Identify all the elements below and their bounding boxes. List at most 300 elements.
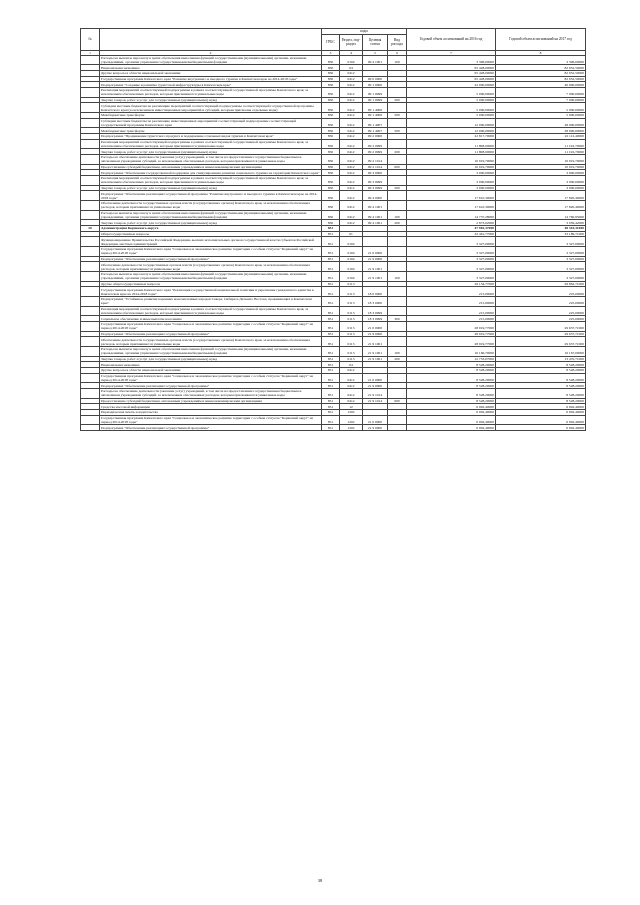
row-vid: 200 (388, 356, 407, 362)
row-razdel: 0412 (340, 373, 363, 383)
row-vid (388, 415, 407, 425)
row-grbs: 851 (322, 346, 340, 356)
row-amount-2016: 22 000,00000 (407, 82, 496, 88)
row-razdel: 0113 (340, 321, 363, 331)
header-2017: Годовой объем ассигнований на 2017 год (496, 29, 586, 51)
row-target: 09 2 0999 (363, 139, 388, 149)
row-name: Закупка товаров, работ и услуг для государственных (муниципальных) нужд (100, 149, 322, 155)
row-amount-2016: 16 166,70000 (407, 346, 496, 356)
row-name: Государственная программа Камчатского края "Социальное и экономическое развитие территории с особым статусом "Корякский округ" на период 2014-2018 годы" (100, 415, 322, 425)
row-amount-2016: 65 428,00000 (407, 71, 496, 77)
table-row (81, 415, 586, 425)
row-vid (388, 321, 407, 331)
row-amount-2017: 48 310,31000 (496, 225, 586, 231)
row-grbs: 851 (322, 306, 340, 316)
row-grbs: 850 (322, 210, 340, 220)
row-grbs: 851 (322, 246, 340, 256)
colnum: 3 (322, 50, 340, 55)
row-name: Реализация мероприятий соответствующей подпрограммы в рамках соответствующей государственной программы Камчатского края, за исключением обеспеченных расходов, которым присваиваются уникальные коды (100, 139, 322, 149)
row-amount-2017: 3 327,00000 (496, 246, 586, 256)
row-vid: 300 (388, 316, 407, 322)
row-target: 09 2 0000 (363, 133, 388, 139)
row-amount-2016: 17 610,30000 (407, 200, 496, 210)
row-razdel: 0412 (340, 191, 363, 201)
row-razdel: 0412 (340, 367, 363, 373)
row-grbs: 851 (322, 296, 340, 306)
header-vid: Вид расхода (388, 34, 407, 50)
row-razdel: 0412 (340, 139, 363, 149)
row-grbs: 851 (322, 373, 340, 383)
row-target: 09 4 1001 (363, 220, 388, 226)
row-razdel: 1202 (340, 425, 363, 431)
row-grbs: 851 (322, 362, 340, 368)
table-row (81, 388, 586, 398)
row-amount-2016: 2 873,02000 (407, 220, 496, 226)
table-row (81, 139, 586, 149)
row-amount-2017: 29 637,71000 (496, 331, 586, 337)
row-razdel: 04 (340, 362, 363, 368)
row-vid: 600 (388, 398, 407, 404)
row-number (81, 210, 100, 220)
row-amount-2017: 11 192,70000 (496, 149, 586, 155)
row-razdel: 0104 (340, 55, 363, 65)
header-grbs: ГРБС (322, 34, 340, 50)
row-target: 09 4 1001 (363, 200, 388, 210)
row-name: Закупка товаров, работ и услуг для государственных (муниципальных) нужд (100, 220, 322, 226)
row-amount-2016: 8 528,20000 (407, 362, 496, 368)
table-row (81, 191, 586, 201)
row-razdel: 0113 (340, 316, 363, 322)
row-amount-2016: 10 919,70000 (407, 154, 496, 164)
header-num: № (81, 29, 100, 51)
row-amount-2017: 17 820,40000 (496, 200, 586, 210)
row-amount-2017: 29 637,71000 (496, 321, 586, 331)
row-grbs: 850 (322, 175, 340, 185)
table-row (81, 55, 586, 65)
row-target: 21 0 0000 (363, 373, 388, 383)
row-grbs: 850 (322, 71, 340, 77)
row-vid (388, 425, 407, 431)
row-amount-2017: 3 327,00000 (496, 256, 586, 262)
row-name: Государственная программа Камчатского края "Реализация государственной национальной политики и укрепление гражданского единства в Камчатском крае на 2014-2018 годы" (100, 287, 322, 297)
row-name: Администрация Корякского округа (100, 225, 322, 231)
row-name: Периодическая печать и издательства (100, 409, 322, 415)
row-amount-2016: 215,00000 (407, 287, 496, 297)
row-target: 21 9 0000 (363, 331, 388, 337)
row-number (81, 154, 100, 164)
row-name: Расходы на выплаты персоналу в целях обеспечения выполнения функций государственными (муниципальными) органами, казенными учреждениями, органами управления государственными внебюджетными фондами (100, 55, 322, 65)
row-amount-2017: 10 919,70000 (496, 154, 586, 164)
table-row (81, 154, 586, 164)
row-name: Закупка товаров, работ и услуг для государственных (муниципальных) нужд (100, 97, 322, 103)
row-amount-2017: 3 000,00000 (496, 185, 586, 191)
page-number: 38 (317, 878, 323, 883)
row-amount-2016: 3 000,00000 (407, 170, 496, 176)
row-target: 09 3 0999 (363, 185, 388, 191)
row-amount-2017: 3 327,00000 (496, 271, 586, 281)
row-amount-2017: 3 327,00000 (496, 237, 586, 247)
row-name: Общегосударственные вопросы (100, 231, 322, 237)
row-amount-2017: 14 760,95000 (496, 210, 586, 220)
row-amount-2016: 28 919,77000 (407, 337, 496, 347)
row-razdel: 0412 (340, 128, 363, 134)
row-grbs: 851 (322, 237, 340, 247)
row-amount-2017: 33 189,71000 (496, 231, 586, 237)
row-number (81, 296, 100, 306)
row-amount-2017: 3 059,42000 (496, 220, 586, 226)
table-row (81, 271, 586, 281)
row-vid (388, 139, 407, 149)
row-name: Реализация мероприятий соответствующей подпрограммы в рамках соответствующей государственной программы Камчатского края, за исключением обеспеченных расходов, которым присваиваются уникальные коды (100, 87, 322, 97)
table-row (81, 103, 586, 113)
table-row (81, 246, 586, 256)
row-amount-2016: 8 528,20000 (407, 398, 496, 404)
row-name: Подпрограмма "Обеспечение реализации государственной программы" (100, 425, 322, 431)
row-amount-2017: 17 820,40000 (496, 191, 586, 201)
row-name: Подпрограмма "Устойчивое развитие коренных малочисленных народов Севера, Сибири и Дальнего Востока, проживающих в Камчатском крае" (100, 296, 322, 306)
row-grbs: 850 (322, 87, 340, 97)
row-grbs: 851 (322, 404, 340, 410)
row-amount-2017: 13 470,71000 (496, 356, 586, 362)
row-razdel: 0412 (340, 388, 363, 398)
row-number (81, 388, 100, 398)
row-number (81, 262, 100, 272)
row-number (81, 175, 100, 185)
row-name: Предоставление субсидий бюджетным, автономным учреждениям и иным некоммерческим организациям (100, 398, 322, 404)
row-amount-2017: 7 000,00000 (496, 97, 586, 103)
row-vid (388, 175, 407, 185)
row-target: 21 9 1001 (363, 262, 388, 272)
row-amount-2017: 8 528,20000 (496, 373, 586, 383)
row-grbs: 851 (322, 383, 340, 389)
row-razdel: 0412 (340, 149, 363, 155)
row-amount-2016: 5 000,00000 (407, 113, 496, 119)
row-razdel: 0412 (340, 118, 363, 128)
row-grbs: 851 (322, 225, 340, 231)
row-vid: 200 (388, 149, 407, 155)
table-row (81, 425, 586, 431)
row-amount-2017: 28 000,00000 (496, 128, 586, 134)
row-amount-2017: 82 952,50000 (496, 76, 586, 82)
row-amount-2017: 16 167,00000 (496, 346, 586, 356)
row-number (81, 118, 100, 128)
header-codes: коды (322, 29, 407, 35)
row-name: Подпрограмма "Продвижение туристского продукта и поддержание отдельных видов туризма в Камчатском крае" (100, 133, 322, 139)
row-amount-2017: 8 528,20000 (496, 398, 586, 404)
row-vid: 100 (388, 346, 407, 356)
row-target: 21 9 0000 (363, 256, 388, 262)
row-number (81, 287, 100, 297)
row-name: Социальное обеспечение и иные выплаты населению (100, 316, 322, 322)
row-vid (388, 237, 407, 247)
row-name: Государственная программа Камчатского края "Социальное и экономическое развитие территории с особым статусом "Корякский округ" на период 2014-2018 годы" (100, 321, 322, 331)
row-amount-2016: 5 000,00000 (407, 103, 496, 113)
row-vid (388, 373, 407, 383)
table-row (81, 287, 586, 297)
row-amount-2016: 65 428,00000 (407, 65, 496, 71)
row-amount-2016: 22 817,70000 (407, 133, 496, 139)
row-grbs: 851 (322, 415, 340, 425)
row-amount-2017: 29 862,71000 (496, 281, 586, 287)
table-row (81, 210, 586, 220)
row-amount-2016: 14 737,28000 (407, 210, 496, 220)
row-razdel: 0113 (340, 296, 363, 306)
row-name: Реализация мероприятий соответствующей подпрограммы в рамках соответствующей государственной программы Камчатского края, за исключением обеспеченных расходов, которым присваиваются уникальные коды (100, 306, 322, 316)
row-name: Расходы на обеспечение деятельности (оказание услуг) учреждений, в том числе на предоставление государственным бюджетным и автономным учреждениям субсидий, за исключением обеспеченных расходов, которым присваиваются уникальные коды (100, 154, 322, 164)
row-razdel: 0412 (340, 185, 363, 191)
row-amount-2017: 22 112,40000 (496, 133, 586, 139)
row-amount-2016: 6 992,40000 (407, 409, 496, 415)
row-amount-2017: 82 952,50000 (496, 65, 586, 71)
row-name: Другие общегосударственные вопросы (100, 281, 322, 287)
row-amount-2017: 225,00000 (496, 296, 586, 306)
row-target: 09 2 0999 (363, 149, 388, 155)
row-grbs: 851 (322, 388, 340, 398)
row-amount-2017: 6 992,40000 (496, 425, 586, 431)
row-vid: 100 (388, 271, 407, 281)
row-name: Национальная экономика (100, 362, 322, 368)
header-2016: Годовой объем ассигнований на 2016 год (407, 29, 496, 51)
row-razdel: 04 (340, 65, 363, 71)
row-target: 09 1 4006 (363, 103, 388, 113)
row-vid: 200 (388, 185, 407, 191)
row-grbs: 851 (322, 356, 340, 362)
row-number (81, 246, 100, 256)
row-amount-2016: 47 902,37000 (407, 225, 496, 231)
row-vid (388, 191, 407, 201)
row-amount-2017: 3 327,00000 (496, 262, 586, 272)
row-amount-2016: 8 528,20000 (407, 388, 496, 398)
row-target: 21 9 1014 (363, 388, 388, 398)
row-razdel: 12 (340, 404, 363, 410)
row-target: 09 2 1014 (363, 154, 388, 164)
row-razdel: 0412 (340, 76, 363, 82)
row-grbs: 850 (322, 65, 340, 71)
row-vid (388, 118, 407, 128)
row-amount-2017: 10 919,70000 (496, 164, 586, 170)
row-amount-2017: 11 192,70000 (496, 139, 586, 149)
row-razdel: 0113 (340, 306, 363, 316)
row-name: Обеспечение деятельности государственных органов власти (государственных органов) Камчатского края, за исключением обеспеченных расходов, которым присваиваются уникальные коды (100, 337, 322, 347)
row-grbs: 851 (322, 321, 340, 331)
row-number (81, 139, 100, 149)
row-number (81, 346, 100, 356)
row-grbs: 851 (322, 398, 340, 404)
table-row (81, 237, 586, 247)
row-amount-2016: 3 327,00000 (407, 246, 496, 256)
row-number (81, 200, 100, 210)
row-name: Национальная экономика (100, 65, 322, 71)
row-target: 21 0 0000 (363, 415, 388, 425)
row-amount-2016: 215,00000 (407, 316, 496, 322)
row-amount-2016: 28 919,77000 (407, 331, 496, 337)
row-razdel: 0412 (340, 170, 363, 176)
row-razdel: 0104 (340, 256, 363, 262)
row-amount-2016: 6 992,40000 (407, 425, 496, 431)
row-razdel: 0412 (340, 200, 363, 210)
row-vid: 500 (388, 128, 407, 134)
row-amount-2017: 6 992,40000 (496, 404, 586, 410)
row-name: Предоставление субсидий бюджетным, автономным учреждениям и иным некоммерческим организациям (100, 164, 322, 170)
row-number (81, 415, 100, 425)
row-grbs: 850 (322, 133, 340, 139)
header-name (100, 29, 322, 51)
row-number (81, 191, 100, 201)
row-grbs: 851 (322, 256, 340, 262)
row-razdel: 0412 (340, 210, 363, 220)
row-grbs: 850 (322, 103, 340, 113)
row-amount-2016: 5 000,00000 (407, 97, 496, 103)
budget-table (80, 28, 586, 431)
row-name: Подпрограмма "Обеспечение реализации государственной программы" (100, 383, 322, 389)
row-amount-2016: 17 610,30000 (407, 191, 496, 201)
row-grbs: 850 (322, 154, 340, 164)
row-name: Субсидии местным бюджетам на реализацию мероприятий соответствующей подпрограммы соответствующей государственной программы Камчатского края (за исключением инвестиционных мероприятий и субсидий, которым присвоены отдельные коды) (100, 103, 322, 113)
row-vid (388, 103, 407, 113)
row-amount-2017: 82 952,50000 (496, 71, 586, 77)
row-amount-2017: 6 992,40000 (496, 409, 586, 415)
row-razdel: 0412 (340, 113, 363, 119)
budget-table-page (80, 28, 585, 431)
colnum: 7 (407, 50, 496, 55)
row-amount-2016: 32 461,77000 (407, 231, 496, 237)
row-razdel: 0412 (340, 164, 363, 170)
row-vid (388, 296, 407, 306)
row-vid: 200 (388, 97, 407, 103)
row-razdel: 0113 (340, 337, 363, 347)
row-grbs: 851 (322, 287, 340, 297)
row-target: 09 2 1014 (363, 164, 388, 170)
row-grbs: 850 (322, 55, 340, 65)
row-target: 21 0 0000 (363, 321, 388, 331)
row-name: Обеспечение деятельности государственных органов власти (государственных органов) Камчатского края, за исключением обеспеченных расходов, которым присваиваются уникальные коды (100, 262, 322, 272)
row-target: 21 9 1001 (363, 337, 388, 347)
row-target: 09 0 0000 (363, 76, 388, 82)
table-row (81, 306, 586, 316)
row-amount-2016: 8 528,20000 (407, 367, 496, 373)
row-razdel: 0113 (340, 287, 363, 297)
row-razdel: 0412 (340, 103, 363, 113)
row-amount-2016: 10 919,70000 (407, 164, 496, 170)
table-row (81, 321, 586, 331)
table-row (81, 346, 586, 356)
row-name: Межбюджетные трансферты (100, 128, 322, 134)
row-name: Другие вопросы в области национальной экономики (100, 71, 322, 77)
row-grbs: 850 (322, 128, 340, 134)
row-amount-2017: 6 992,40000 (496, 415, 586, 425)
row-amount-2017: 5 000,00000 (496, 103, 586, 113)
row-amount-2017: 8 528,20000 (496, 367, 586, 373)
row-target: 09 1 0000 (363, 82, 388, 88)
row-amount-2017: 8 528,20000 (496, 362, 586, 368)
row-target: 18 3 0000 (363, 296, 388, 306)
row-grbs: 850 (322, 191, 340, 201)
row-vid: 100 (388, 55, 407, 65)
row-vid (388, 337, 407, 347)
row-number (81, 55, 100, 65)
row-name: Подпрограмма "Обеспечение реализации государственной программы" (100, 256, 322, 262)
row-grbs: 850 (322, 185, 340, 191)
row-vid (388, 200, 407, 210)
row-razdel: 0104 (340, 237, 363, 247)
row-name: Закупка товаров, работ и услуг для государственных (муниципальных) нужд (100, 356, 322, 362)
row-number (81, 237, 100, 247)
row-amount-2016: 12 000,00000 (407, 118, 496, 128)
row-grbs: 850 (322, 113, 340, 119)
row-name: Расходы на выплаты персоналу в целях обеспечения выполнения функций государственными (муниципальными) органами, казенными учреждениями, органами управления государственными внебюджетными фондами (100, 346, 322, 356)
row-target: 18 3 0999 (363, 316, 388, 322)
row-number (81, 87, 100, 97)
row-number (81, 373, 100, 383)
row-razdel: 0113 (340, 331, 363, 337)
row-razdel: 0104 (340, 271, 363, 281)
colnum: 4 (340, 50, 363, 55)
row-grbs: 850 (322, 170, 340, 176)
row-razdel: 0412 (340, 71, 363, 77)
row-grbs: 850 (322, 164, 340, 170)
row-target: 09 1 0999 (363, 97, 388, 103)
row-vid: 600 (388, 164, 407, 170)
row-target: 09 4 1001 (363, 55, 388, 65)
row-vid (388, 306, 407, 316)
row-name: Государственная программа Камчатского края "Развитие внутреннего и въездного туризма в Камчатском крае на 2014-2018 годы" (100, 76, 322, 82)
row-amount-2016: 215,00000 (407, 296, 496, 306)
row-grbs: 850 (322, 200, 340, 210)
row-amount-2016: 3 000,00000 (407, 185, 496, 191)
table-row (81, 87, 586, 97)
row-amount-2016: 11 898,00000 (407, 139, 496, 149)
row-razdel: 0113 (340, 356, 363, 362)
row-target: 21 9 1001 (363, 346, 388, 356)
row-grbs: 851 (322, 331, 340, 337)
row-grbs: 850 (322, 220, 340, 226)
row-razdel: 0104 (340, 262, 363, 272)
row-amount-2016: 28 919,77000 (407, 321, 496, 331)
row-number (81, 271, 100, 281)
row-name: Подпрограмма "Создание и развитие туристской инфраструктуры в Камчатском крае" (100, 82, 322, 88)
row-vid (388, 246, 407, 256)
row-target: 09 1 4007 (363, 118, 388, 128)
row-target: 09 1 0999 (363, 87, 388, 97)
row-grbs: 850 (322, 149, 340, 155)
row-grbs: 850 (322, 82, 340, 88)
row-name: Функционирование Правительства Российской Федерации, высших исполнительных органов государственной власти субъектов Российской Федерации, местных администраций (100, 237, 322, 247)
table-row (81, 118, 586, 128)
header-target: Целевая статья (363, 34, 388, 50)
row-target: 09 1 4006 (363, 113, 388, 119)
row-target: 09 4 1001 (363, 210, 388, 220)
row-amount-2017: 225,00000 (496, 306, 586, 316)
row-target: 18 0 0000 (363, 287, 388, 297)
row-grbs: 851 (322, 316, 340, 322)
row-name: Реализация мероприятий соответствующей подпрограммы в рамках соответствующей государственной программы Камчатского края, за исключением обеспеченных расходов, которым присваиваются уникальные коды (100, 175, 322, 185)
row-grbs: 850 (322, 139, 340, 149)
row-razdel: 0412 (340, 220, 363, 226)
table-body (81, 55, 586, 430)
row-number (81, 321, 100, 331)
row-razdel: 01 (340, 231, 363, 237)
row-amount-2017: 3 000,00000 (496, 175, 586, 185)
row-target: 09 4 0000 (363, 191, 388, 201)
row-razdel: 0113 (340, 281, 363, 287)
colnum: 6 (388, 50, 407, 55)
row-vid (388, 388, 407, 398)
row-amount-2016: 215,00000 (407, 306, 496, 316)
row-vid (388, 262, 407, 272)
table-row (81, 175, 586, 185)
row-amount-2017: 3 000,00000 (496, 170, 586, 176)
row-number (81, 306, 100, 316)
